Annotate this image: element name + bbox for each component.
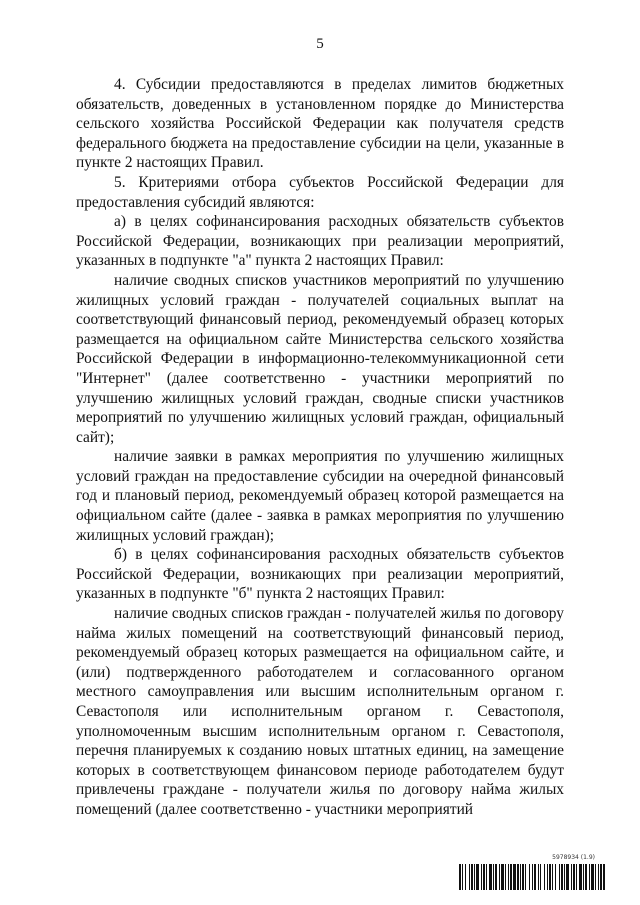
- criterion-application: наличие заявки в рамках мероприятия по улучшению жилищных условий граждан на предоставление субсидии на очередной финансовый год и плановый период, рекомендуемый образец которой размещается на официальном сайте (далее - заявка в рамках мероприятия по улучшению жилищных условий граждан);: [76, 448, 564, 544]
- paragraph-5: 5. Критериями отбора субъектов Российской Федерации для предоставления субсидий являются:: [76, 173, 564, 211]
- document-body: [76, 75, 564, 820]
- subparagraph-a: а) в целях софинансирования расходных обязательств субъектов Российской Федерации, возникающих при реализации мероприятий, указанных в подпункте "а" пункта 2 настоящих Правил:: [76, 213, 564, 270]
- barcode-image: [459, 864, 605, 890]
- page-number: 5: [316, 36, 324, 52]
- criterion-lists-participants: наличие сводных списков участников мероприятий по улучшению жилищных условий граждан - получателей социальных выплат на соответствующий финансовый период, рекомендуемый образец которых размещается на официальном сайте Министерства сельского хозяйства Российской Федерации в информационно-телекоммуникационной сети "Интернет" (далее соответственно - участники мероприятий по улучшению жилищных условий граждан, сводные списки участников мероприятий по улучшению жилищных условий граждан, официальный сайт);: [76, 271, 564, 446]
- barcode-id: 5978934 (1.9): [552, 854, 595, 861]
- paragraph-4: 4. Субсидии предоставляются в пределах лимитов бюджетных обязательств, доведенных в установленном порядке до Министерства сельского хозяйства Российской Федерации как получателя средств федерального бюджета на предоставление субсидии на цели, указанные в пункте 2 настоящих Правил.: [76, 76, 564, 172]
- criterion-lists-housing: наличие сводных списков граждан - получателей жилья по договору найма жилых помещений на соответствующий финансовый период, рекомендуемый образец которых размещается на официальном сайте, и (или) подтвержденного работодателем и согласованного органом местного самоуправления или высшим исполнительным органом г. Севастополя или исполнительным органом г. Севастополя, уполномоченным высшим исполнительным органом г. Севастополя, перечня планируемых к созданию новых штатных единиц, на замещение которых в соответствующем финансовом периоде работодателем будут привлечены граждане - получатели жилья по договору найма жилых помещений (далее соответственно - участники мероприятий: [76, 605, 564, 818]
- document-barcode: [459, 856, 605, 890]
- subparagraph-b: б) в целях софинансирования расходных обязательств субъектов Российской Федерации, возникающих при реализации мероприятий, указанных в подпункте "б" пункта 2 настоящих Правил:: [76, 546, 564, 603]
